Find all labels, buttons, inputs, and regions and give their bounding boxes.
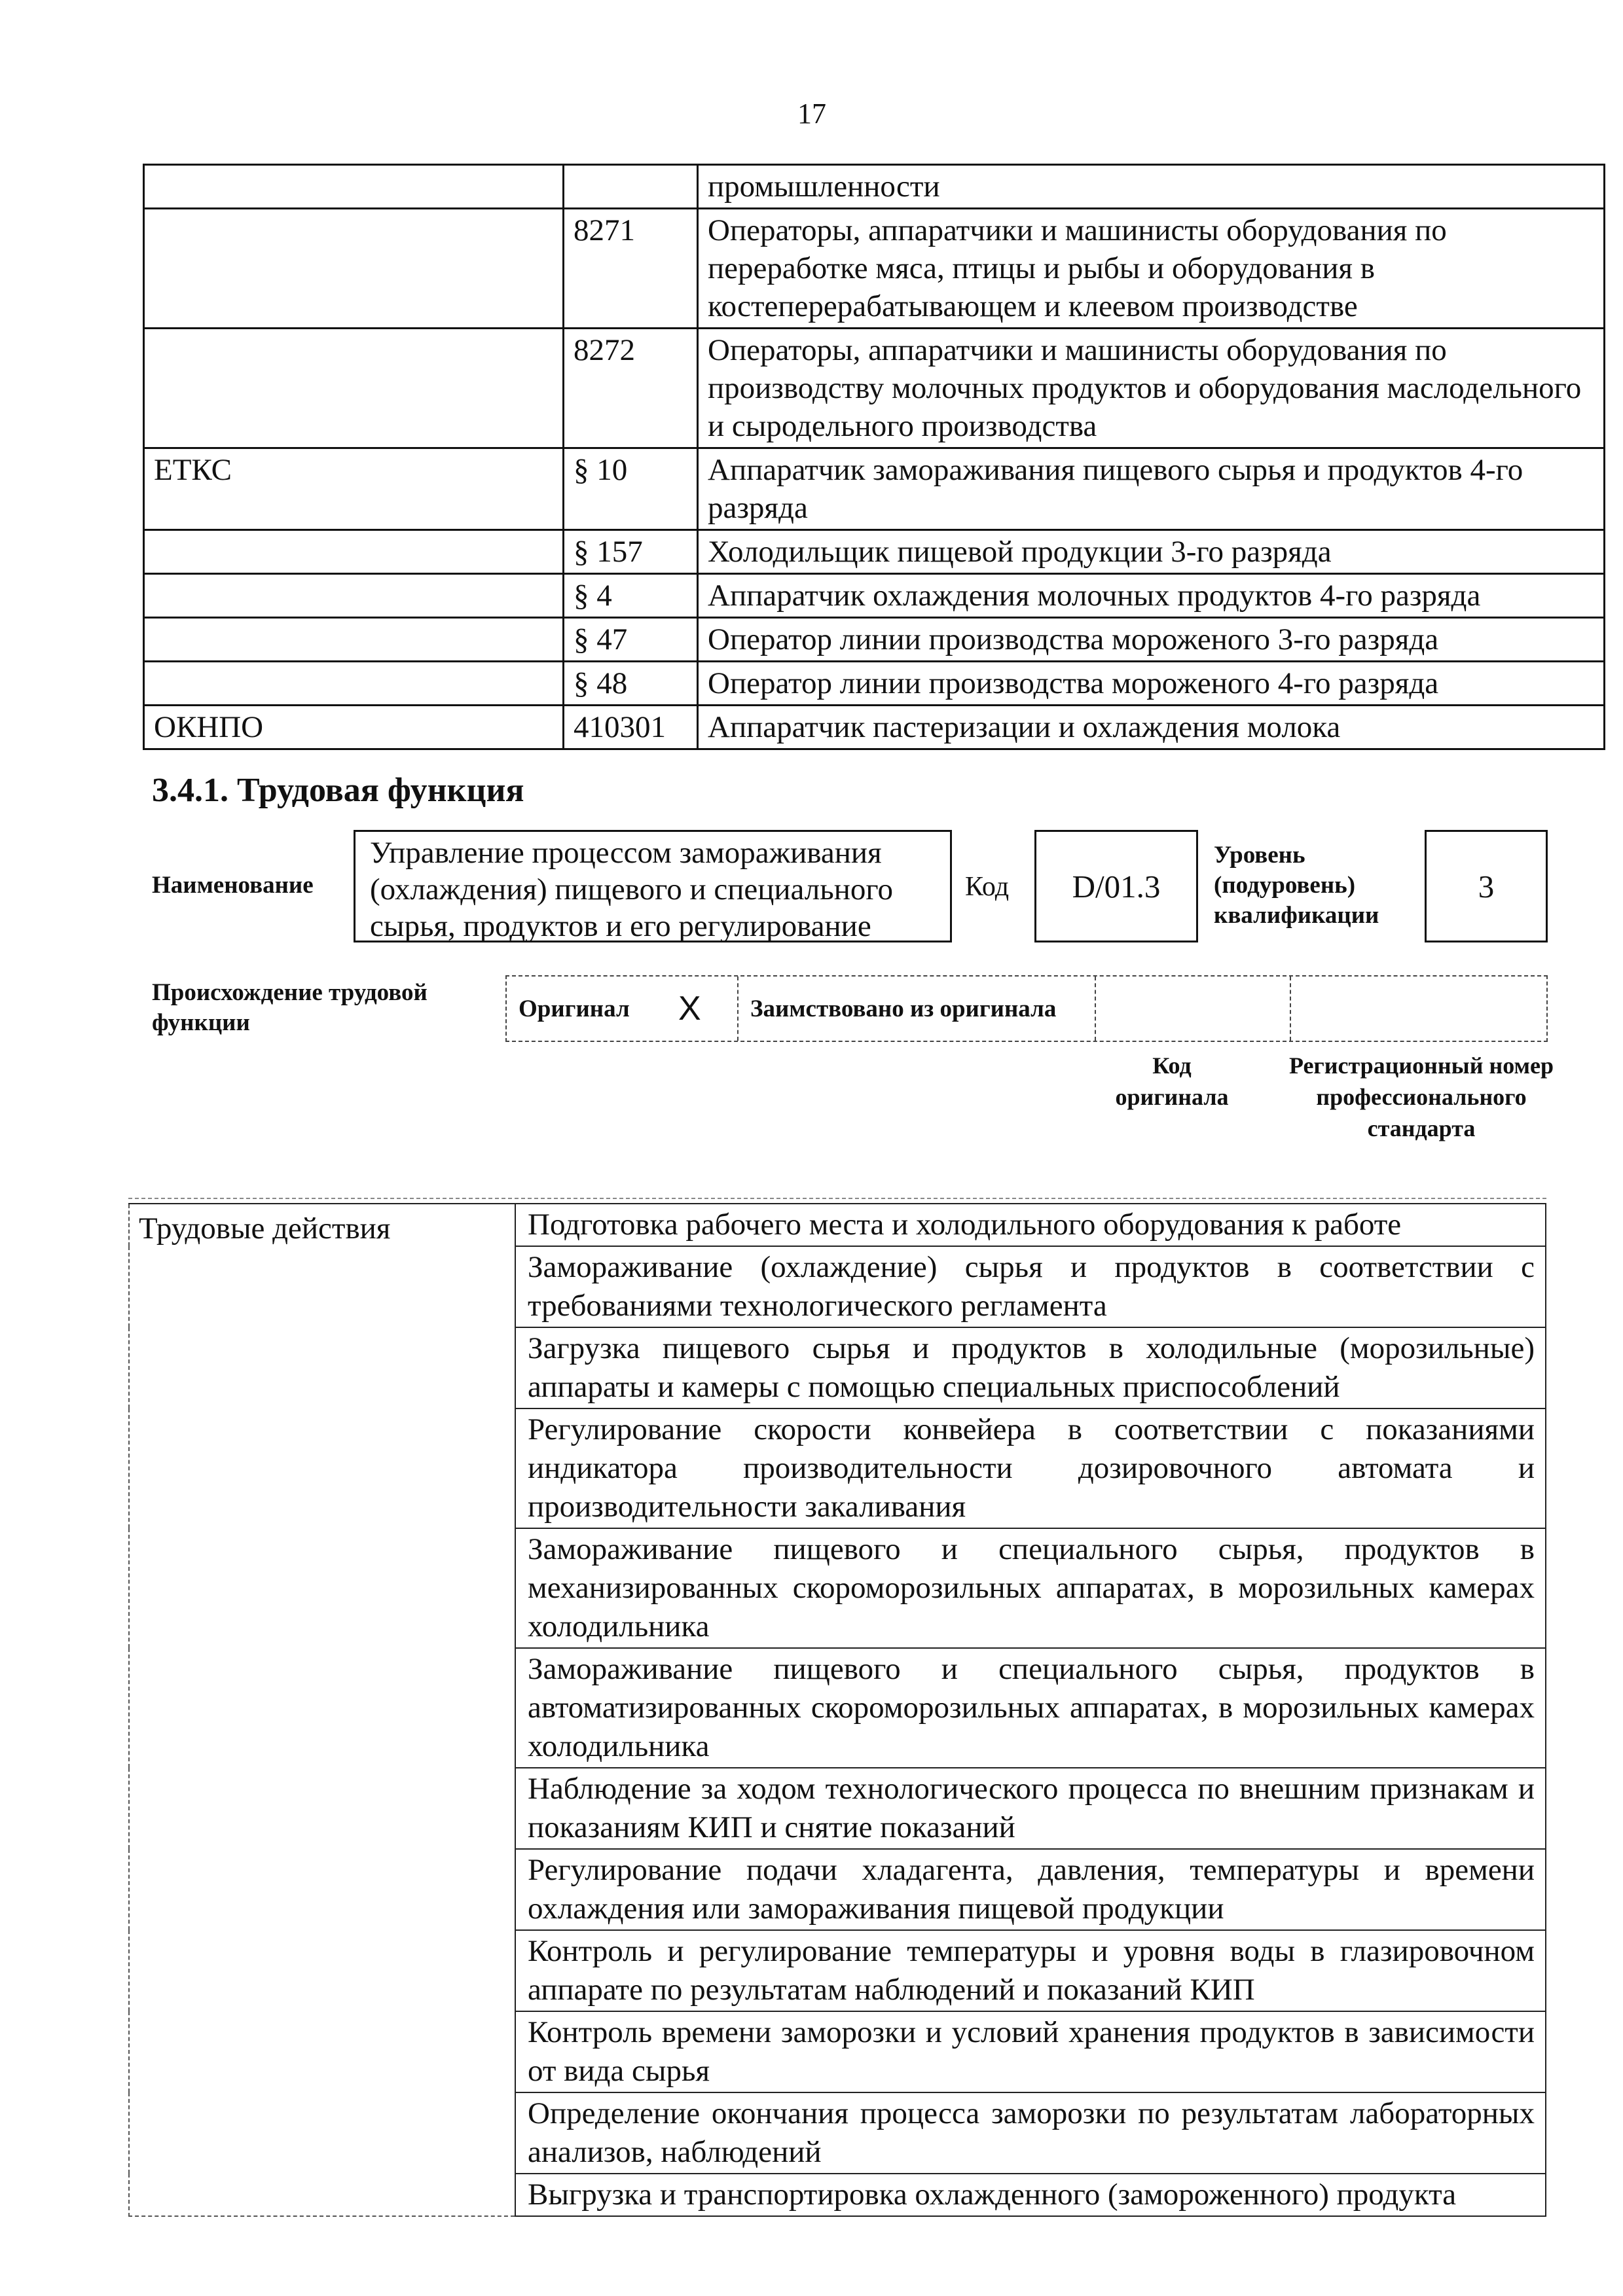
code-cell xyxy=(564,165,698,209)
code-cell: § 157 xyxy=(564,530,698,574)
labor-actions-label: Трудовые действия xyxy=(129,1204,515,2216)
registration-number-cell xyxy=(1290,977,1548,1041)
code-cell: 410301 xyxy=(564,706,698,749)
registration-number-caption: Регистрационный номер профессионального стандарта xyxy=(1288,1052,1554,1141)
codes-row xyxy=(144,618,1605,662)
labor-action-item: Наблюдение за ходом технологического процесса по внешним признакам и показаниям КИП и снятие показаний xyxy=(515,1768,1546,1849)
labor-action-item: Загрузка пищевого сырья и продуктов в холодильные (морозильные) аппараты и камеры с помощью специальных приспособлений xyxy=(515,1327,1546,1408)
source-cell xyxy=(144,662,564,706)
title-cell: Оператор линии производства мороженого 4-го разряда xyxy=(698,662,1605,706)
codes-row xyxy=(144,448,1605,530)
borrowed-label: Заимствовано из оригинала xyxy=(737,977,1065,1041)
code-cell: § 4 xyxy=(564,574,698,618)
code-cell: § 10 xyxy=(564,448,698,530)
source-cell xyxy=(144,574,564,618)
original-mark: X xyxy=(678,990,701,1028)
source-cell xyxy=(144,530,564,574)
code-cell: 8271 xyxy=(564,209,698,329)
labor-action-item: Определение окончания процесса заморозки по результатам лабораторных анализов, наблюдений xyxy=(515,2092,1546,2174)
original-code-caption: Код оригинала xyxy=(1115,1052,1229,1110)
qualification-level-label: Уровень (подуровень) квалификации xyxy=(1214,842,1379,929)
function-code-box: D/01.3 xyxy=(1034,830,1198,942)
page-number: 17 xyxy=(797,98,826,130)
title-cell: Аппаратчик замораживания пищевого сырья и продуктов 4-го разряда xyxy=(698,448,1605,530)
codes-row xyxy=(144,209,1605,329)
source-cell xyxy=(144,329,564,448)
origin-row xyxy=(505,975,1548,1042)
labor-action-item: Регулирование подачи хладагента, давления, температуры и времени охлаждения или замораживания пищевой продукции xyxy=(515,1849,1546,1930)
source-cell xyxy=(144,618,564,662)
name-label: Наименование xyxy=(152,872,314,899)
code-label: Код xyxy=(965,872,1010,902)
labor-action-row xyxy=(129,1204,1546,1246)
original-code-cell xyxy=(1095,977,1290,1041)
codes-row xyxy=(144,329,1605,448)
origin-label: Происхождение трудовой функции xyxy=(152,979,428,1036)
qualification-level-box: 3 xyxy=(1425,830,1548,942)
code-cell: 8272 xyxy=(564,329,698,448)
original-label: Оригинал xyxy=(519,995,630,1022)
title-cell: промышленности xyxy=(698,165,1605,209)
labor-action-item: Замораживание пищевого и специального сырья, продуктов в автоматизированных скороморозильных аппаратах, в морозильных камерах холодильника xyxy=(515,1648,1546,1768)
title-cell: Холодильщик пищевой продукции 3-го разряда xyxy=(698,530,1605,574)
labor-action-item: Регулирование скорости конвейера в соответствии с показаниями индикатора производительности дозировочного автомата и производительности закаливания xyxy=(515,1408,1546,1528)
title-cell: Аппаратчик охлаждения молочных продуктов 4-го разряда xyxy=(698,574,1605,618)
codes-row xyxy=(144,662,1605,706)
source-cell: ЕТКС xyxy=(144,448,564,530)
labor-action-item: Контроль времени заморозки и условий хранения продуктов в зависимости от вида сырья xyxy=(515,2011,1546,2092)
related-codes-table xyxy=(143,164,1605,750)
codes-row xyxy=(144,706,1605,749)
labor-action-item: Замораживание пищевого и специального сырья, продуктов в механизированных скороморозильных аппаратах, в морозильных камерах холодильника xyxy=(515,1528,1546,1648)
code-cell: § 47 xyxy=(564,618,698,662)
section-title: 3.4.1. Трудовая функция xyxy=(152,772,524,809)
labor-actions-section xyxy=(128,1203,1546,2217)
source-cell: ОКНПО xyxy=(144,706,564,749)
labor-actions-table xyxy=(128,1203,1546,2217)
codes-row xyxy=(144,165,1605,209)
title-cell: Операторы, аппаратчики и машинисты оборудования по переработке мяса, птицы и рыбы и оборудования в костеперерабатывающем и клеевом производстве xyxy=(698,209,1605,329)
code-cell: § 48 xyxy=(564,662,698,706)
dashed-divider xyxy=(128,1198,1546,1199)
source-cell xyxy=(144,165,564,209)
labor-action-item: Подготовка рабочего места и холодильного оборудования к работе xyxy=(515,1204,1546,1246)
title-cell: Операторы, аппаратчики и машинисты оборудования по производству молочных продуктов и оборудования маслодельного и сыродельного производства xyxy=(698,329,1605,448)
labor-action-item: Выгрузка и транспортировка охлажденного (замороженного) продукта xyxy=(515,2174,1546,2216)
function-name-box: Управление процессом замораживания (охлаждения) пищевого и специального сырья, продуктов и его регулирование xyxy=(354,830,952,942)
title-cell: Оператор линии производства мороженого 3-го разряда xyxy=(698,618,1605,662)
source-cell xyxy=(144,209,564,329)
codes-row xyxy=(144,574,1605,618)
codes-row xyxy=(144,530,1605,574)
labor-action-item: Замораживание (охлаждение) сырья и продуктов в соответствии с требованиями технологического регламента xyxy=(515,1246,1546,1327)
labor-action-item: Контроль и регулирование температуры и уровня воды в глазировочном аппарате по результатам наблюдений и показаний КИП xyxy=(515,1930,1546,2011)
title-cell: Аппаратчик пастеризации и охлаждения молока xyxy=(698,706,1605,749)
